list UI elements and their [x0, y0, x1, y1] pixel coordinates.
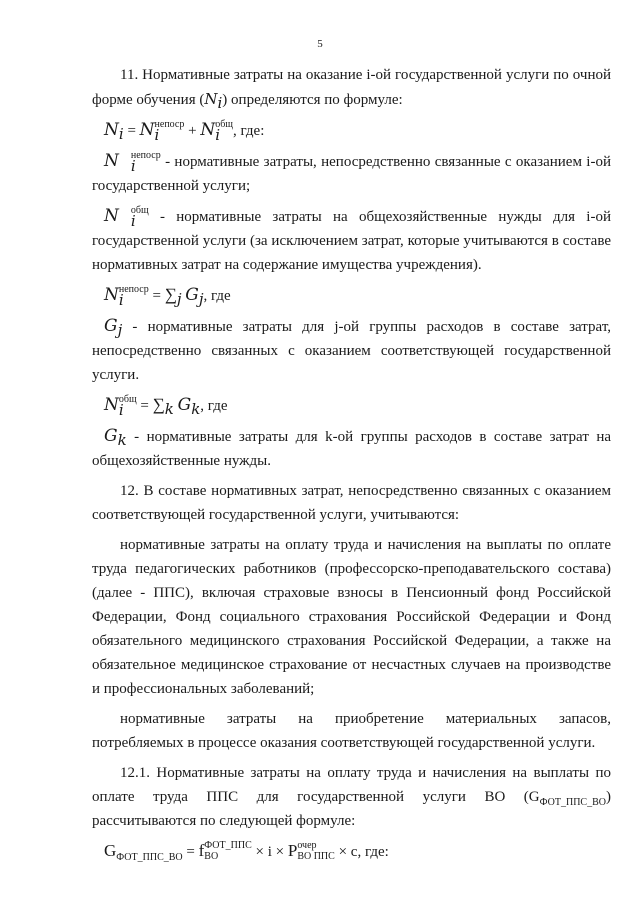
definition-group-k — [92, 424, 611, 473]
math-operator: × i × — [251, 844, 288, 860]
math-supsub — [119, 149, 161, 175]
text-span: ) определяются по формуле: — [222, 92, 403, 108]
math-supsub — [204, 840, 251, 862]
formula-total-cost — [92, 118, 611, 143]
math-sup: непоср — [154, 118, 185, 130]
math-var: G — [104, 426, 118, 446]
math-sub: i — [118, 290, 124, 309]
paragraph-11-intro — [92, 63, 611, 112]
text-span: , где: — [357, 844, 389, 860]
text-span: - нормативные затраты для k-ой группы расходов в составе затрат на общехозяйственные нужды. — [92, 429, 611, 469]
math-sub: ФОТ_ППС_ВО — [116, 852, 183, 863]
math-operator: = — [136, 398, 153, 414]
paragraph-12-item-salary: нормативные затраты на оплату труда и начисления на выплаты по оплате труда педагогических работников (профессорско-преподавательского состава) (далее - ППС), включая страховые взносы в Пенсионный фонд Российской Федерации, Фонд социального страхования Российской Федерации и Фонд обязательного медицинского страхования Российской Федерации, а также на обязательное медицинское страхование от несчастных случаев на производстве и профессиональных заболеваний; — [92, 537, 611, 697]
math-sub: i — [130, 211, 136, 230]
math-sub: i — [130, 156, 136, 175]
math-operator: = — [182, 844, 199, 860]
math-sub: j — [176, 290, 182, 308]
math-sub: i — [217, 94, 223, 112]
formula-salary-cost — [92, 839, 611, 864]
math-sup: общ — [215, 118, 234, 130]
math-sub: ВО ППС — [297, 850, 335, 862]
paragraph-12: 12. В составе нормативных затрат, непосредственно связанных с оказанием соответствующей государственной услуги, учитываются: — [92, 483, 611, 523]
math-sub: ВО — [204, 850, 219, 862]
math-supsub — [119, 204, 149, 230]
math-supsub — [118, 283, 149, 309]
math-sub: j — [198, 290, 204, 308]
math-supsub — [297, 840, 335, 862]
text-span: 11. Нормативные затраты на оказание i-ой государственной услуги по очной форме обучения ( — [92, 67, 611, 108]
math-var: G — [104, 316, 118, 336]
text-span: 12.1. Нормативные затраты на оплату труда и начисления на выплаты по оплате труда ППС для государственной услуги ВО (G — [92, 765, 611, 805]
math-var: G — [104, 841, 117, 860]
math-supsub — [118, 393, 137, 419]
math-sup: общ — [118, 393, 137, 405]
math-sup: общ — [130, 204, 149, 216]
math-operator: = — [148, 288, 165, 304]
math-var: N — [204, 90, 218, 108]
math-sub: i — [118, 400, 124, 419]
math-supsub — [154, 118, 185, 144]
math-sub: k — [117, 431, 127, 449]
math-sub: j — [117, 321, 123, 339]
math-operator: + — [188, 123, 197, 139]
sum-symbol: ∑ — [164, 285, 177, 304]
math-var: P — [287, 841, 298, 860]
paragraph-12-item-materials: нормативные затраты на приобретение материальных запасов, потребляемых в процессе оказания соответствующей государственной услуги. — [92, 711, 611, 751]
math-sup: очер — [297, 839, 317, 851]
math-sub: k — [164, 400, 174, 418]
formula-overhead-sum — [92, 393, 611, 418]
math-sub: i — [118, 125, 124, 143]
math-var: G — [185, 285, 199, 305]
text-span: , где — [200, 398, 228, 414]
math-sub: k — [191, 400, 201, 418]
definition-direct-cost — [92, 149, 611, 198]
text-span: - нормативные затраты, непосредственно связанные с оказанием i-ой государственной услуги; — [92, 154, 611, 194]
math-operator: = — [127, 123, 136, 139]
sum-symbol: ∑ — [152, 395, 165, 414]
math-var: N — [104, 151, 119, 171]
math-var: N — [139, 120, 155, 140]
math-sup: ФОТ_ППС — [204, 839, 252, 851]
math-var: f — [198, 841, 205, 860]
math-var: N — [200, 120, 216, 140]
math-sub: i — [215, 125, 221, 144]
definition-group-j — [92, 314, 611, 387]
math-var: N — [104, 285, 119, 305]
math-var: N — [104, 395, 119, 415]
text-span: - нормативные затраты на общехозяйственные нужды для i-ой государственной услуги (за исключением затрат, которые учитываются в составе нормативных затрат на содержание имущества учреждения). — [92, 209, 611, 273]
math-sub: i — [154, 125, 160, 144]
text-span: ) рассчитываются по следующей формуле: — [92, 789, 611, 829]
text-span: - нормативные затраты для j-ой группы расходов в составе затрат, непосредственно связанных с оказанием соответствующей государственной услуги. — [92, 319, 611, 383]
math-sup: непоср — [130, 149, 161, 161]
math-operator: × c — [334, 844, 358, 860]
math-var: G — [177, 395, 192, 415]
math-sub: ФОТ_ППС_ВО — [539, 797, 606, 808]
definition-overhead-cost — [92, 204, 611, 277]
text-span: , где: — [233, 123, 265, 139]
page-number: 5 — [317, 38, 323, 50]
text-span: , где — [203, 288, 231, 304]
math-var: N — [104, 120, 119, 140]
math-sup: непоср — [118, 283, 149, 295]
formula-direct-sum — [92, 283, 611, 308]
paragraph-12-1 — [92, 761, 611, 833]
math-var: N — [104, 206, 119, 226]
math-supsub — [215, 118, 234, 144]
document-body — [92, 63, 611, 870]
